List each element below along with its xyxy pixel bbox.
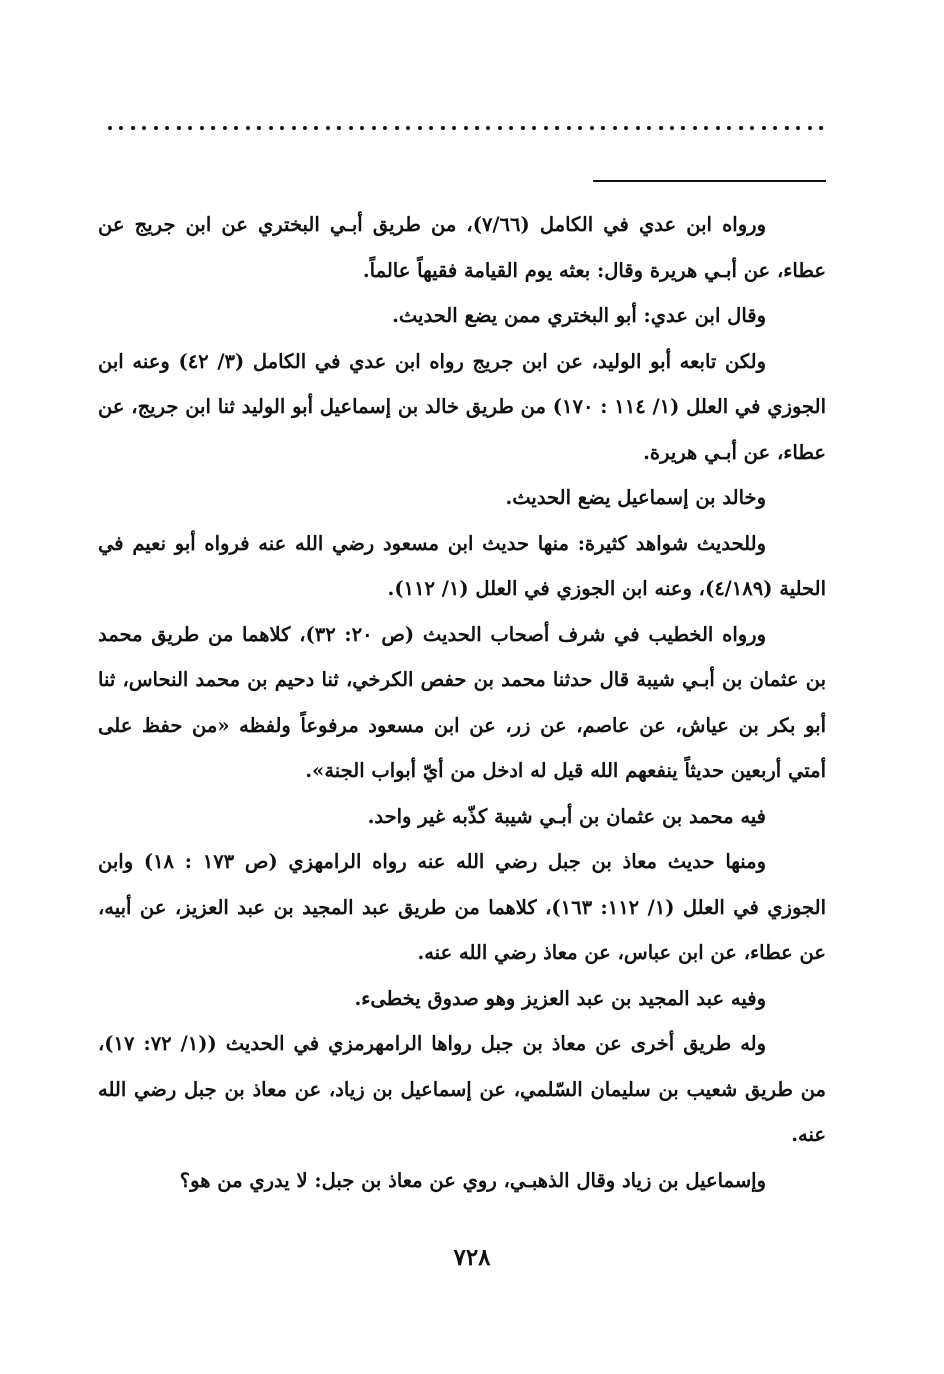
- paragraph-11: وإسماعيل بن زياد وقال الذهبـي، روي عن معاذ بن جبل: لا يدري من هو؟: [179, 1168, 766, 1192]
- footnote-separator: [593, 180, 826, 182]
- dotted-separator: [108, 118, 824, 138]
- paragraph-10: وله طريق أخرى عن معاذ بن جبل رواها الرامهرمزي في الحديث ((١/ ٧٢: ١٧)، من طريق شعيب بن سليمان السّلمي، عن إسماعيل بن زياد، عن معاذ بن جبل رضي الله عنه.: [98, 1032, 826, 1146]
- paragraph-3: ولكن تابعه أبو الوليد، عن ابن جريج رواه ابن عدي في الكامل (٣/ ٤٢) وعنه ابن الجوزي في العلل (١/ ١١٤ : ١٧٠) من طريق خالد بن إسماعيل أبو الوليد ثنا ابن جريج، عن عطاء، عن أبـي هريرة.: [98, 349, 827, 464]
- paragraph-1: ورواه ابن عدي في الكامل (٧/٦٦)، من طريق أبـي البختري عن ابن جريج عن عطاء، عن أبـي هريرة وقال: بعثه يوم القيامة فقيهاً عالماً.: [98, 213, 826, 282]
- page-number: ٧٢٨: [453, 1244, 491, 1271]
- paragraph-2: وقال ابن عدي: أبو البختري ممن يضع الحديث.: [392, 304, 766, 327]
- footnote-body: [98, 202, 826, 1203]
- paragraph-9: وفيه عبد المجيد بن عبد العزيز وهو صدوق يخطىء.: [354, 986, 766, 1010]
- paragraph-7: فيه محمد بن عثمان بن أبـي شيبة كذّبه غير واحد.: [367, 804, 766, 828]
- paragraph-4: وخالد بن إسماعيل يضع الحديث.: [505, 486, 766, 509]
- paragraph-5: وللحديث شواهد كثيرة: منها حديث ابن مسعود رضي الله عنه فرواه أبو نعيم في الحلية (٤/١٨٩)، وعنه ابن الجوزي في العلل (١/ ١١٢).: [98, 531, 826, 600]
- paragraph-6: ورواه الخطيب في شرف أصحاب الحديث (ص ٢٠: ٣٢)، كلاهما من طريق محمد بن عثمان بن أبـي شيبة قال حدثنا محمد بن حفص الكرخي، ثنا دحيم بن محمد النحاس، ثنا أبو بكر بن عياش، عن عاصم، عن زر، عن ابن مسعود مرفوعاً ولفظه «من حفظ على أمتي أربعين حديثاً ينفعهم الله قيل له ادخل من أيّ أبواب الجنة».: [98, 622, 826, 782]
- paragraph-8: ومنها حديث معاذ بن جبل رضي الله عنه رواه الرامهزي (ص ١٧٣ : ١٨) وابن الجوزي في العلل (١/ ١١٢: ١٦٣)، كلاهما من طريق عبد المجيد بن عبد العزيز، عن أبيه، عن عطاء، عن ابن عباس، عن معاذ رضي الله عنه.: [98, 850, 826, 964]
